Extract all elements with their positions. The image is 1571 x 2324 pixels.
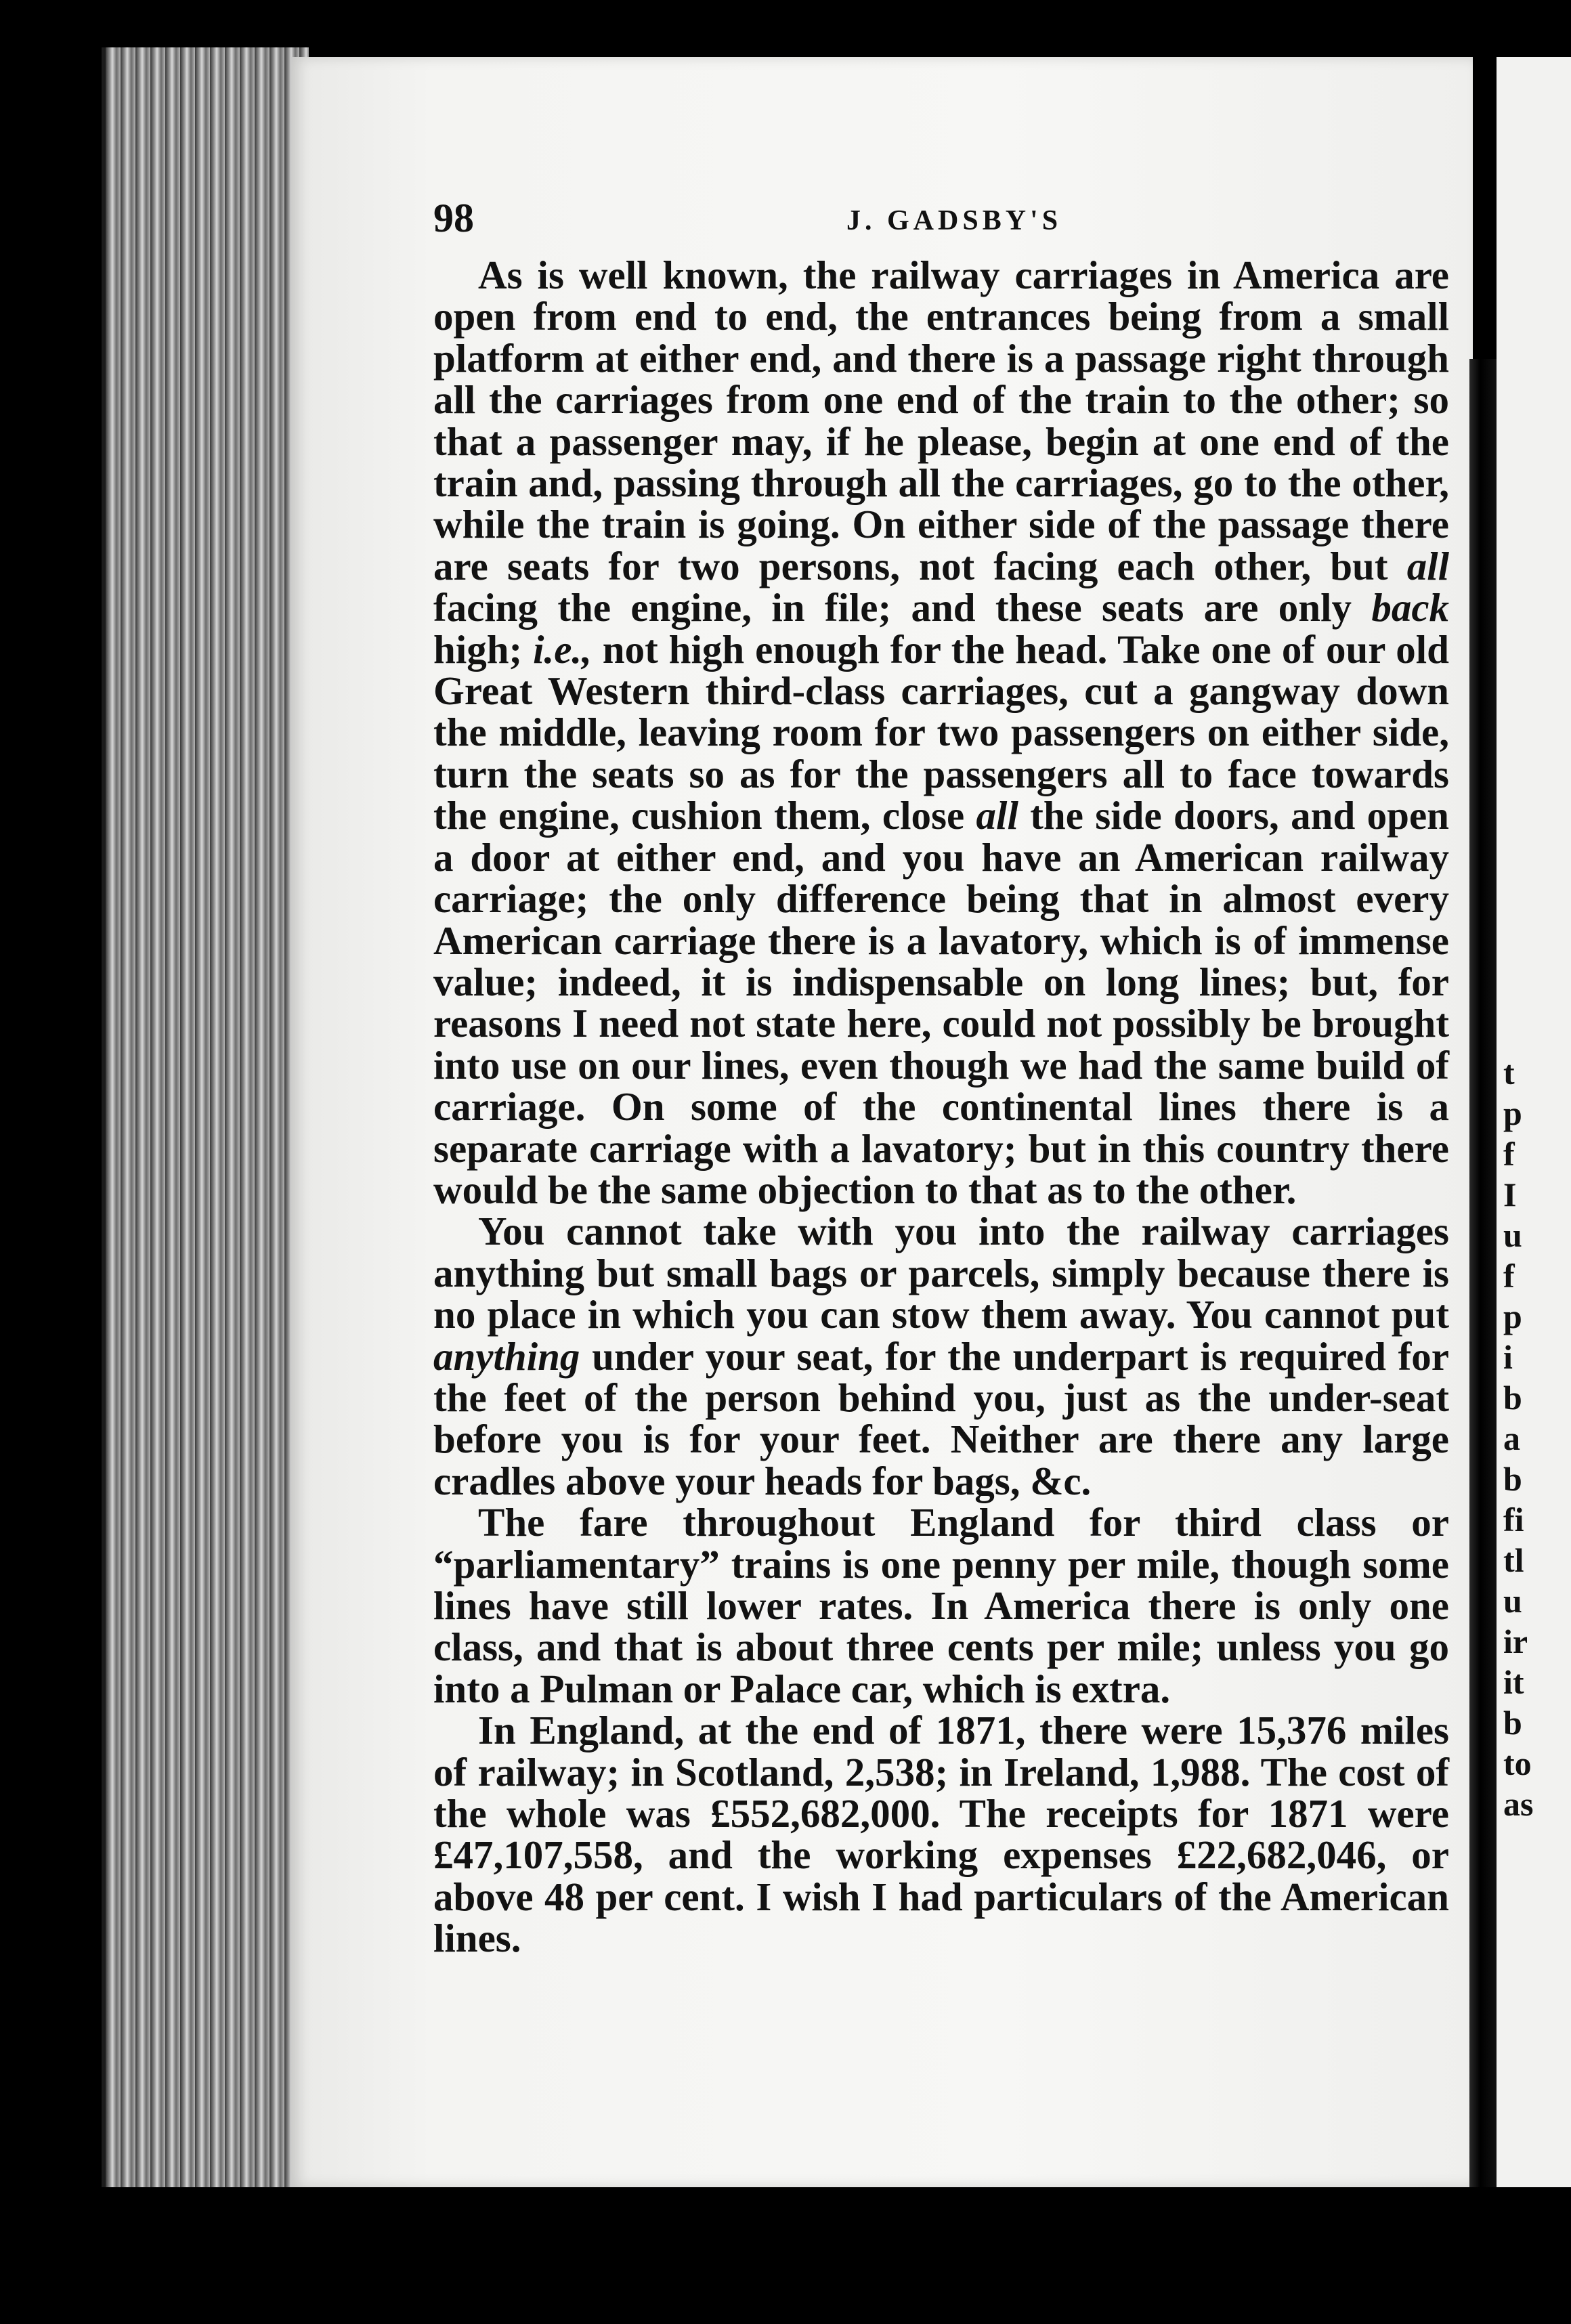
- facing-page-fragment: p: [1503, 1297, 1522, 1335]
- facing-page-fragment: p: [1503, 1094, 1522, 1132]
- facing-page-fragment: tl: [1503, 1541, 1524, 1579]
- facing-page-fragment: t: [1503, 1054, 1515, 1092]
- facing-page-fragment: b: [1503, 1704, 1522, 1742]
- facing-page-fragment: i: [1503, 1338, 1513, 1376]
- facing-page-edge: [1497, 57, 1571, 2187]
- facing-page-fragment: a: [1503, 1419, 1520, 1457]
- paragraph: [433, 1211, 1449, 1502]
- text-run: facing the engine, in file; and these seats are only: [433, 585, 1372, 630]
- facing-page-fragment: as: [1503, 1785, 1534, 1823]
- facing-page-fragment: to: [1503, 1744, 1532, 1782]
- facing-page-fragment: b: [1503, 1379, 1522, 1417]
- facing-page-fragment: f: [1503, 1135, 1515, 1173]
- body-text: [433, 255, 1449, 1960]
- facing-page-fragment: I: [1503, 1176, 1517, 1213]
- text-run: You cannot take with you into the railway carriages anything but small bags or parcels, simply because there is no place in which you can stow them away. You cannot put: [433, 1209, 1449, 1337]
- paragraph: [433, 255, 1449, 1211]
- facing-page-fragment: fi: [1503, 1501, 1524, 1538]
- emphasis-text: i.e.,: [533, 626, 592, 672]
- facing-page-fragment: u: [1503, 1216, 1522, 1254]
- facing-page-fragment: b: [1503, 1460, 1522, 1498]
- text-run: As is well known, the railway carriages in America are open from end to end, the entrances being from a small platform at either end, and there is a passage right through all the carriages from one end of the train to the other; so that a passenger may, if he please, begin at one end of the train and, passing through all the carriages, go to the other, while the train is going. On either side of the passage there are seats for two persons, not facing each other, but: [433, 253, 1449, 588]
- running-head: J. GADSBY'S: [846, 205, 1062, 236]
- text-run: In England, at the end of 1871, there were 15,376 miles of railway; in Scotland, 2,538; in Ireland, 1,988. The cost of the whole was £552,682,000. The receipts for 1871 were £47,107,558, and the working expenses £22,682,046, or above 48 per cent. I wish I had particulars of the American lines.: [433, 1708, 1449, 1961]
- paragraph: [433, 1710, 1449, 1959]
- text-run: high;: [433, 626, 534, 672]
- page-header: [433, 195, 1449, 242]
- facing-page-fragment: ir: [1503, 1622, 1528, 1660]
- text-run: not high enough for the head. Take one of our old Great Western third-class carriages, cut a gangway down the middle, leaving room for two passengers on either side, turn the seats so as for the passengers all to face towards the engine, cushion them, close: [433, 626, 1449, 838]
- paragraph: [433, 1502, 1449, 1710]
- emphasis-text: all: [1406, 543, 1449, 588]
- page-number: 98: [433, 196, 474, 240]
- page-edges: [102, 47, 309, 2187]
- facing-page-fragment: u: [1503, 1582, 1522, 1620]
- text-run: the side doors, and open a door at either end, and you have an American railway carriage; the only difference being that in almost every American carriage there is a lavatory, which is of immense value; indeed, it is indispensable on long lines; but, for reasons I need not state here, could not possibly be brought into use on our lines, even though we had the same build of carriage. On some of the continental lines there is a separate carriage with a lavatory; but in this country there would be the same objection to that as to the other.: [433, 793, 1449, 1212]
- text-run: The fare throughout England for third class or “parliamentary” trains is one penny per mile, though some lines have still lower rates. In America there is only one class, and that is about three cents per mile; unless you go into a Pulman or Palace car, which is extra.: [433, 1500, 1449, 1711]
- emphasis-text: anything: [433, 1333, 580, 1379]
- facing-page-fragment: f: [1503, 1257, 1515, 1295]
- facing-page-fragment: it: [1503, 1663, 1524, 1701]
- emphasis-text: back: [1371, 585, 1449, 630]
- book-gutter: [1469, 359, 1497, 2187]
- emphasis-text: all: [976, 793, 1018, 838]
- text-run: under your seat, for the underpart is required for the feet of the person behind you, just as the under-seat before you is for your feet. Neither are there any large cradles above your heads for bags, &c.: [433, 1333, 1449, 1503]
